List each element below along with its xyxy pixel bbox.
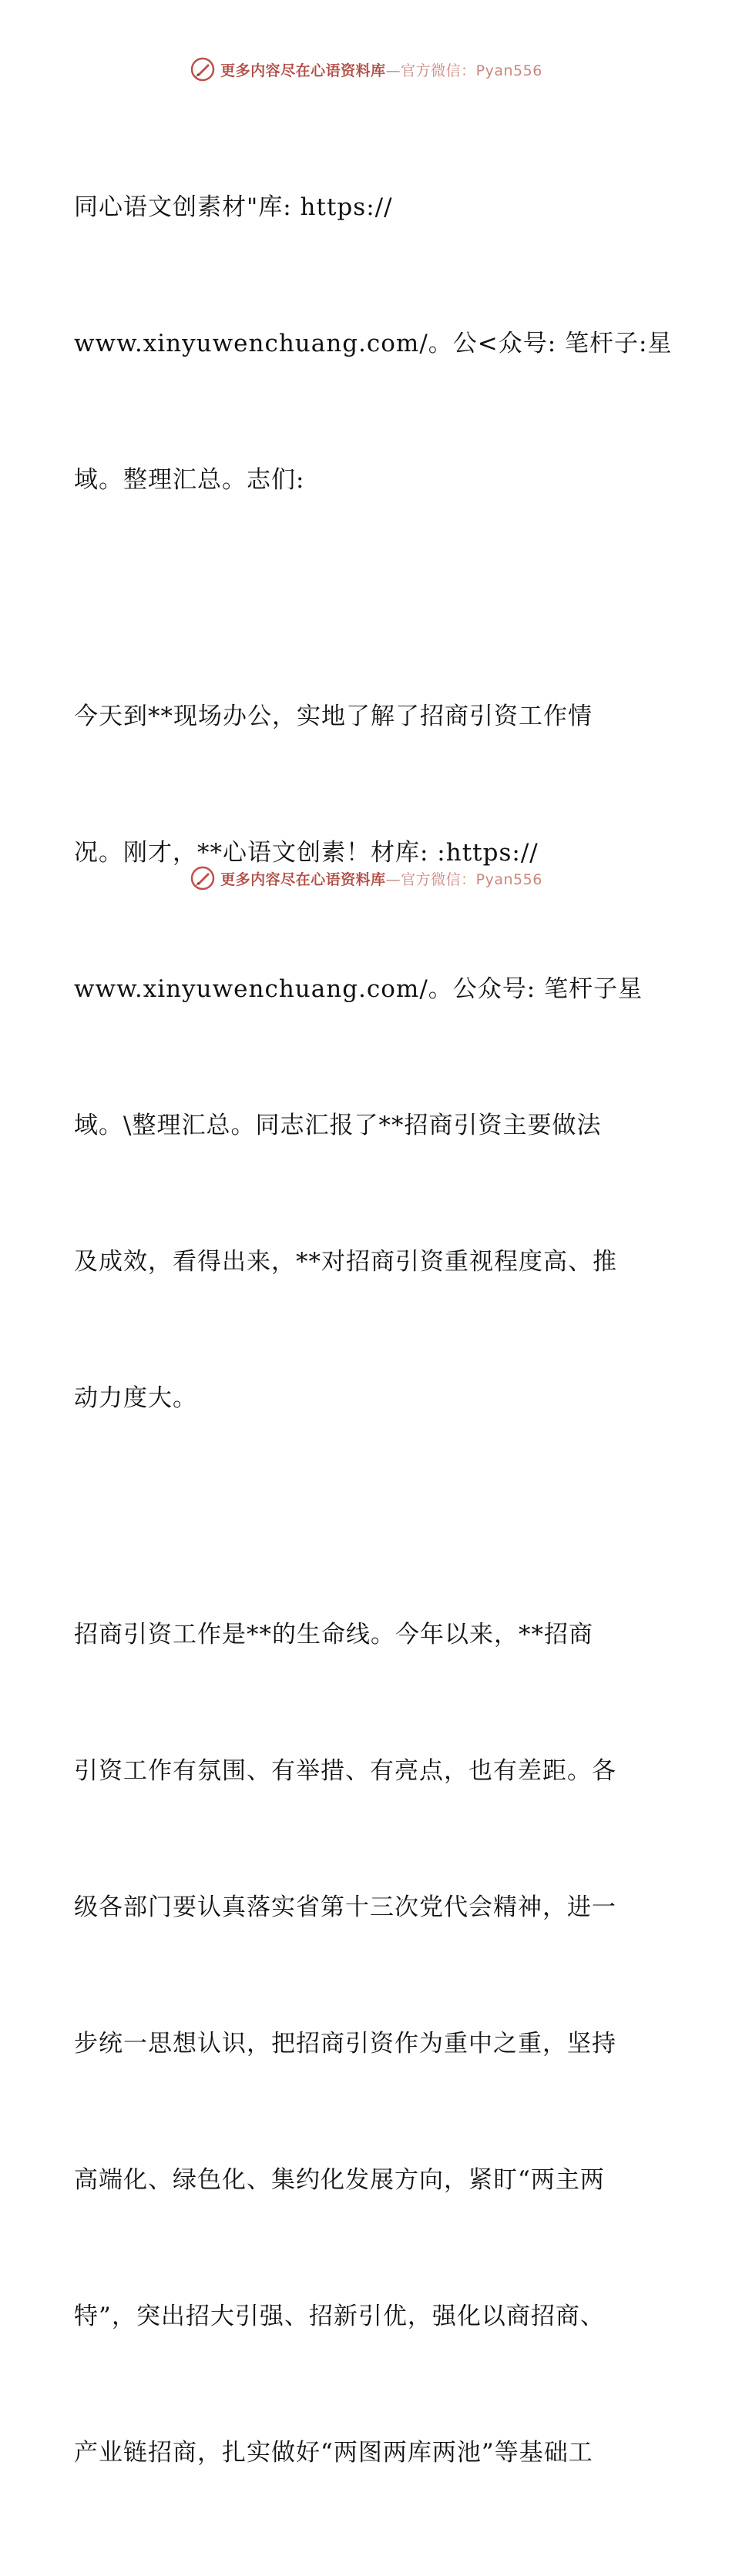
text-line: 况。刚才，**心语文创素！材库: :https:// [74, 839, 539, 867]
text-line: 招商引资工作是**的生命线。今年以来，**招商 [74, 1621, 593, 1649]
paragraph-2 [74, 603, 660, 1512]
text-line: 今天到**现场办公，实地了解了招商引资工作情 [74, 703, 593, 730]
text-line: 域。整理汇总。志们: [74, 466, 305, 494]
text-line: 动力度大。 [74, 1384, 197, 1412]
footer-watermark-banner [0, 863, 732, 894]
text-line: 级各部门要认真落实省第十三次党代会精神，进一 [74, 1893, 616, 1921]
text-line: 域。\整理汇总。同志汇报了**招商引资主要做法 [74, 1112, 602, 1139]
text-line: 步统一思想认识，把招商引资作为重中之重，坚持 [74, 2030, 616, 2058]
watermark-text: 更多内容尽在心语资料库—官方微信：Pyan556 [220, 870, 542, 888]
text-line: www.xinyuwenchuang.com/。公众号: 笔杆子星 [74, 975, 643, 1003]
pen-logo-icon [190, 865, 216, 891]
text-line: 及成效，看得出来，**对招商引资重视程度高、推 [74, 1248, 617, 1276]
text-line: 特”，突出招大引强、招新引优，强化以商招商、 [74, 2303, 605, 2330]
text-line: 同心语文创素材"库: https:// [74, 193, 393, 221]
paragraph-1 [74, 94, 673, 594]
text-line: 高端化、绿色化、集约化发展方向，紧盯“两主两 [74, 2166, 605, 2194]
watermark-text: 更多内容尽在心语资料库—官方微信：Pyan556 [220, 62, 542, 79]
text-line: 引资工作有氛围、有举措、有亮点，也有差距。各 [74, 1757, 616, 1785]
text-line: www.xinyuwenchuang.com/。公<众号: 笔杆子:星 [74, 330, 673, 357]
paragraph-3 [74, 1521, 660, 2567]
pen-logo-icon [190, 56, 216, 82]
header-watermark-banner [0, 54, 732, 85]
document-body [74, 94, 673, 2576]
text-line: 产业链招商，扎实做好“两图两库两池”等基础工 [74, 2439, 593, 2467]
